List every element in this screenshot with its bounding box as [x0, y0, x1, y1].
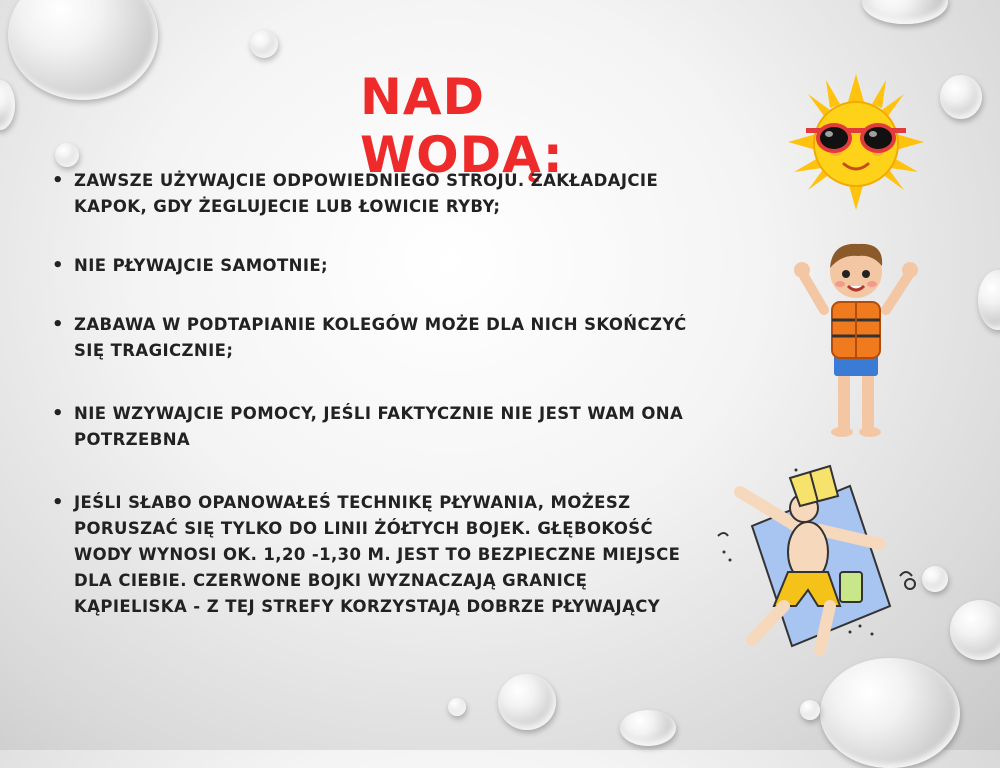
water-drop-decoration: [940, 75, 982, 119]
slide-title: NAD WODĄ:: [360, 68, 564, 184]
water-drop-decoration: [448, 698, 466, 716]
boy-in-life-vest-icon: [786, 232, 926, 442]
water-drop-decoration: [978, 270, 1000, 330]
safety-rules-list: [52, 168, 692, 620]
list-item: • NIE WZYWAJCIE POMOCY, JEŚLI FAKTYCZNIE NIE JEST WAM ONA POTRZEBNA: [52, 401, 692, 453]
water-drop-decoration: [8, 0, 158, 100]
water-drop-decoration: [820, 658, 960, 768]
list-item: • ZABAWA W PODTAPIANIE KOLEGÓW MOŻE DLA NICH SKOŃCZYĆ SIĘ TRAGICZNIE;: [52, 312, 692, 364]
sun-with-sunglasses-icon: [786, 72, 926, 212]
water-drop-decoration: [250, 30, 278, 58]
water-drop-decoration: [498, 674, 556, 730]
water-drop-decoration: [862, 0, 948, 24]
list-item: • JEŚLI SŁABO OPANOWAŁEŚ TECHNIKĘ PŁYWANIA, MOŻESZ PORUSZAĆ SIĘ TYLKO DO LINII ŻÓŁTYCH BOJEK. GŁĘBOKOŚĆ WODY WYNOSI OK. 1,20 -1,30 M. JEST TO BEZPIECZNE MIEJSCE DLA CIEBIE. CZERWONE BOJKI WYZNACZAJĄ GRANICĘ KĄPIELISKA - Z TEJ STREFY KORZYSTAJĄ DOBRZE PŁYWAJĄCY: [52, 490, 692, 620]
water-drop-decoration: [55, 143, 79, 167]
sunbathing-man-icon: [700, 456, 920, 666]
water-drop-decoration: [620, 710, 676, 746]
water-drop-decoration: [922, 566, 948, 592]
water-drop-decoration: [0, 80, 15, 130]
list-item: • ZAWSZE UŻYWAJCIE ODPOWIEDNIEGO STROJU. ZAKŁADAJCIE KAPOK, GDY ŻEGLUJECIE LUB ŁOWICIE RYBY;: [52, 168, 692, 220]
list-item: • NIE PŁYWAJCIE SAMOTNIE;: [52, 253, 692, 279]
water-drop-decoration: [800, 700, 820, 720]
water-drop-decoration: [950, 600, 1000, 660]
